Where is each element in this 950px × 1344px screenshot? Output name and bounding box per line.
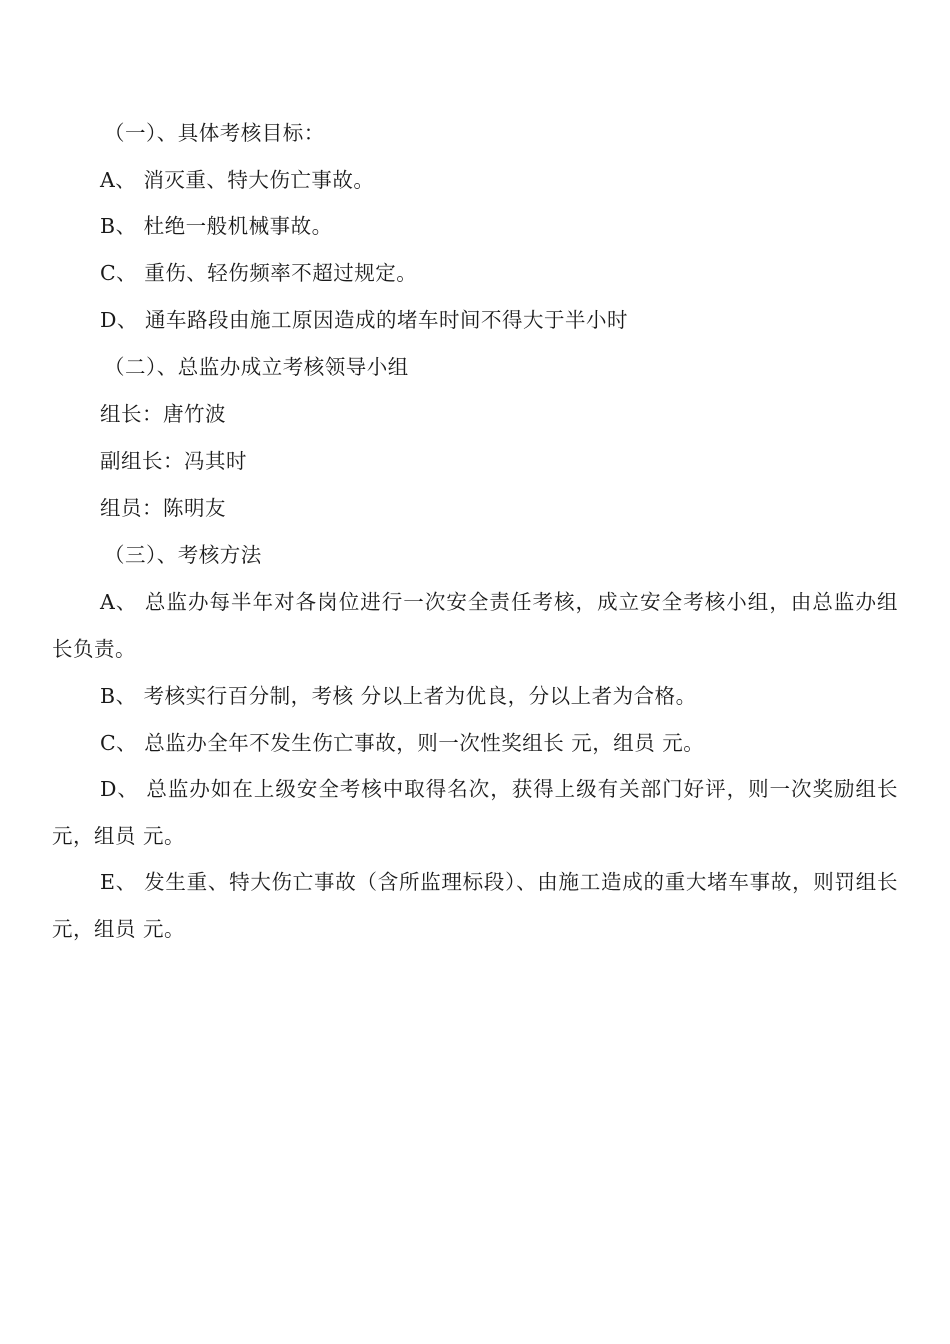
section-3-item-a: A、 总监办每半年对各岗位进行一次安全责任考核，成立安全考核小组，由总监办组长负责。 <box>52 590 898 661</box>
section-3-item-c: C、 总监办全年不发生伤亡事故，则一次性奖组长 元，组员 元。 <box>100 731 705 755</box>
group-member: 组员：陈明友 <box>100 496 226 520</box>
section-3-heading: （三）、考核方法 <box>104 543 262 567</box>
group-leader: 组长：唐竹波 <box>100 402 226 426</box>
section-3-item-b: B、 考核实行百分制，考核 分以上者为优良，分以上者为合格。 <box>100 684 697 708</box>
section-3-item-d: D、 总监办如在上级安全考核中取得名次，获得上级有关部门好评，则一次奖励组长 元，组员 元。 <box>52 777 898 848</box>
section-1-item-d: D、 通车路段由施工原因造成的堵车时间不得大于半小时 <box>100 308 628 332</box>
deputy-group-leader: 副组长：冯其时 <box>100 449 247 473</box>
section-1-heading: （一）、具体考核目标： <box>104 121 325 145</box>
section-2-heading: （二）、总监办成立考核领导小组 <box>104 355 409 379</box>
section-1-item-a: A、 消灭重、特大伤亡事故。 <box>100 168 375 192</box>
section-1-item-c: C、 重伤、轻伤频率不超过规定。 <box>100 261 418 285</box>
section-3-item-e: E、 发生重、特大伤亡事故（含所监理标段）、由施工造成的重大堵车事故，则罚组长 元，组员 元。 <box>52 870 898 941</box>
section-1-item-b: B、 杜绝一般机械事故。 <box>100 214 333 238</box>
